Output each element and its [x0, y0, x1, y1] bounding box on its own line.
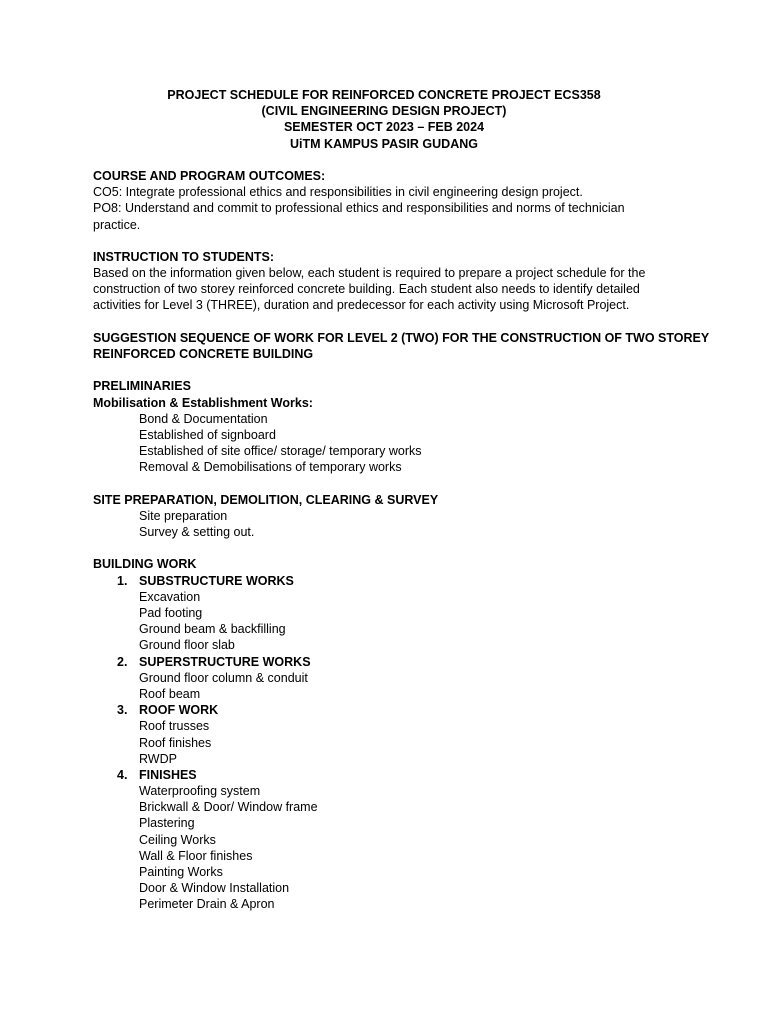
list-item: Removal & Demobilisations of temporary works [139, 460, 402, 475]
section-title: FINISHES [139, 767, 197, 782]
outcomes-heading: COURSE AND PROGRAM OUTCOMES: [93, 168, 326, 183]
header-campus: UiTM KAMPUS PASIR GUDANG [290, 136, 478, 151]
site-prep-section [93, 492, 688, 541]
outcome-po8-line1: PO8: Understand and commit to professional ethics and responsibilities and norms of technician [93, 201, 625, 216]
section-title: ROOF WORK [139, 703, 219, 718]
section-heading-superstructure [93, 654, 688, 670]
list-item: Excavation [139, 589, 201, 604]
list-item: Pad footing [139, 606, 203, 620]
header-title: PROJECT SCHEDULE FOR REINFORCED CONCRETE PROJECT ECS358 [167, 88, 601, 102]
building-work-section [93, 556, 688, 912]
section-number: 2. [117, 654, 128, 669]
suggestion-line1: SUGGESTION SEQUENCE OF WORK FOR LEVEL 2 (TWO) FOR THE CONSTRUCTION OF TWO STOREY [93, 330, 710, 345]
instruction-section [93, 249, 688, 314]
list-item: Established of signboard [139, 427, 276, 442]
outcome-po8-line2: practice. [93, 217, 141, 232]
section-number: 4. [117, 767, 128, 782]
outcome-co5: CO5: Integrate professional ethics and responsibilities in civil engineering design project. [93, 185, 583, 200]
list-item: Survey & setting out. [139, 525, 255, 540]
building-work-heading: BUILDING WORK [93, 557, 197, 572]
instruction-line1: Based on the information given below, each student is required to prepare a project schedule for the [93, 266, 646, 281]
section-title: SUPERSTRUCTURE WORKS [139, 654, 311, 669]
document-header [80, 87, 688, 152]
section-title: SUBSTRUCTURE WORKS [139, 573, 294, 588]
list-item: Wall & Floor finishes [139, 848, 253, 863]
instruction-heading: INSTRUCTION TO STUDENTS: [93, 249, 275, 264]
suggestion-heading [93, 330, 710, 362]
header-semester: SEMESTER OCT 2023 – FEB 2024 [283, 120, 485, 135]
list-item: Ground beam & backfilling [139, 622, 286, 637]
preliminaries-heading: PRELIMINARIES [93, 379, 191, 394]
list-item: Ground floor column & conduit [139, 670, 308, 685]
list-item: Ground floor slab [139, 638, 235, 653]
list-item: Roof beam [139, 686, 201, 701]
preliminaries-section [93, 378, 688, 475]
list-item: Waterproofing system [139, 784, 261, 799]
list-item: Bond & Documentation [139, 411, 268, 426]
list-item: RWDP [139, 751, 177, 766]
list-item: Plastering [139, 816, 195, 831]
section-heading-finishes [93, 767, 688, 783]
instruction-line2: construction of two storey reinforced concrete building. Each student also needs to identify detailed [93, 282, 640, 297]
section-number: 3. [117, 703, 128, 718]
list-item: Roof trusses [139, 719, 210, 734]
list-item: Brickwall & Door/ Window frame [139, 800, 318, 815]
list-item: Door & Window Installation [139, 881, 290, 896]
suggestion-line2: REINFORCED CONCRETE BUILDING [93, 347, 314, 361]
instruction-line3: activities for Level 3 (THREE), duration and predecessor for each activity using Microsoft Project. [93, 298, 630, 313]
outcomes-section [93, 168, 688, 233]
section-number: 1. [117, 573, 128, 588]
section-heading-substructure [93, 573, 688, 589]
list-item: Painting Works [139, 865, 223, 879]
site-prep-heading: SITE PREPARATION, DEMOLITION, CLEARING & SURVEY [93, 492, 439, 507]
preliminaries-subheading: Mobilisation & Establishment Works: [93, 395, 313, 410]
header-subtitle: (CIVIL ENGINEERING DESIGN PROJECT) [261, 104, 507, 119]
section-heading-roof [93, 702, 688, 718]
list-item: Site preparation [139, 508, 228, 523]
list-item: Roof finishes [139, 735, 212, 750]
list-item: Ceiling Works [139, 832, 216, 847]
list-item: Perimeter Drain & Apron [139, 897, 275, 912]
list-item: Established of site office/ storage/ temporary works [139, 444, 422, 459]
